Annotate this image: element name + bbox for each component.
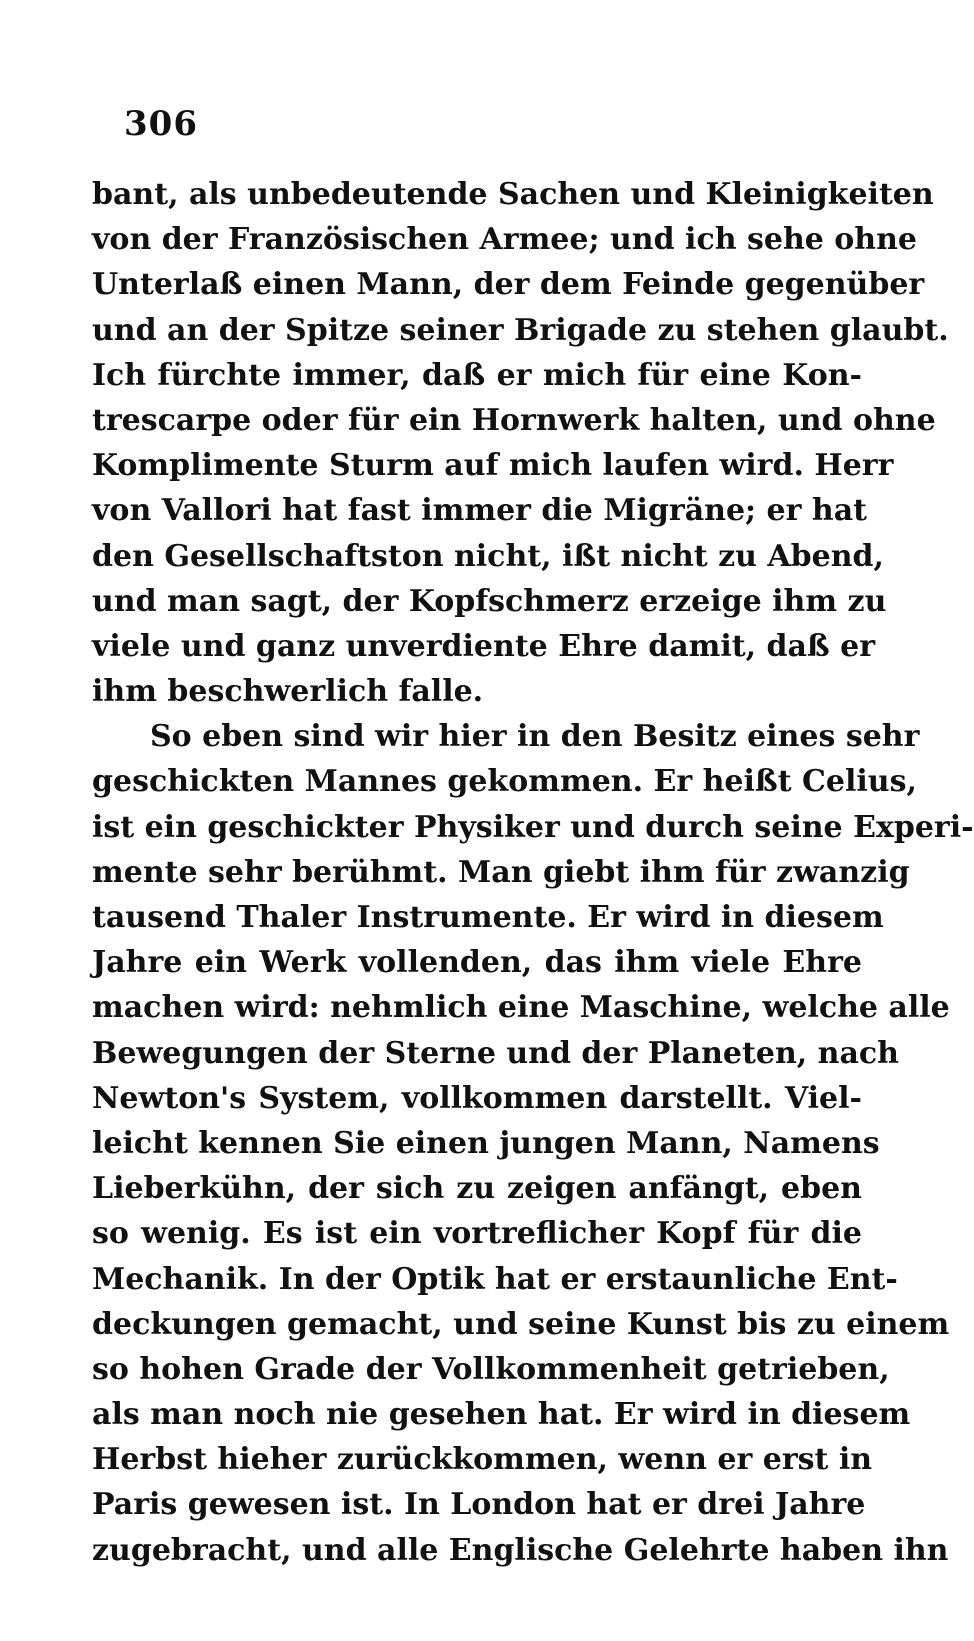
text-line: tausend Thaler Instrumente. Er wird in diesem [92,900,884,935]
text-line: Unterlaß einen Mann, der dem Feinde gegenüber [92,267,925,303]
paragraph-start-line: So eben sind wir hier in den Besitz eines sehr [150,719,920,755]
paragraph-end-line: ihm beschwerlich falle. [92,674,484,710]
text-line: Mechanik. In der Optik hat er erstaunliche Ent- [92,1261,898,1297]
text-line: Bewegungen der Sterne und der Planeten, nach [92,1035,899,1071]
body-text [92,172,974,1573]
text-line: Paris gewesen ist. In London hat er drei Jahre [92,1487,866,1523]
text-line: von der Französischen Armee; und ich sehe ohne [92,222,917,258]
text-line: zugebracht, und alle Englische Gelehrte haben ihn [92,1532,949,1568]
text-line: ist ein geschickter Physiker und durch seine Experi- [92,809,974,845]
text-line: so hohen Grade der Vollkommenheit getrieben, [92,1351,890,1387]
text-line: geschickten Mannes gekommen. Er heißt Celius, [92,764,917,800]
text-line: Jahre ein Werk vollenden, das ihm viele Ehre [92,945,862,981]
text-line: Newton's System, vollkommen darstellt. Viel- [92,1080,862,1116]
text-line: viele und ganz unverdiente Ehre damit, daß er [92,628,876,664]
text-line: mente sehr berühmt. Man giebt ihm für zwanzig [92,854,910,890]
text-line: als man noch nie gesehen hat. Er wird in diesem [92,1397,911,1433]
text-line: und an der Spitze seiner Brigade zu stehen glaubt. [92,312,949,348]
text-line: von Vallori hat fast immer die Migräne; er hat [92,493,868,529]
text-line: deckungen gemacht, und seine Kunst bis zu einem [92,1306,950,1342]
text-line: Komplimente Sturm auf mich laufen wird. Herr [92,448,894,484]
text-line: trescarpe oder für ein Hornwerk halten, und ohne [92,402,936,438]
text-line: Ich fürchte immer, daß er mich für eine Kon- [92,357,862,393]
page-number: 306 [124,104,198,144]
text-line: machen wird: nehmlich eine Maschine, welche alle [92,990,950,1026]
text-line: und man sagt, der Kopfschmerz erzeige ihm zu [92,583,887,619]
text-line: Herbst hieher zurückkommen, wenn er erst in [92,1442,873,1478]
text-line: leicht kennen Sie einen jungen Mann, Namens [92,1125,880,1161]
text-line: so wenig. Es ist ein vortreflicher Kopf für die [92,1216,862,1252]
text-line: den Gesellschaftston nicht, ißt nicht zu Abend, [92,538,884,574]
text-line: Lieberkühn, der sich zu zeigen anfängt, eben [92,1171,862,1207]
text-line: bant, als unbedeutende Sachen und Kleinigkeiten [92,177,934,212]
